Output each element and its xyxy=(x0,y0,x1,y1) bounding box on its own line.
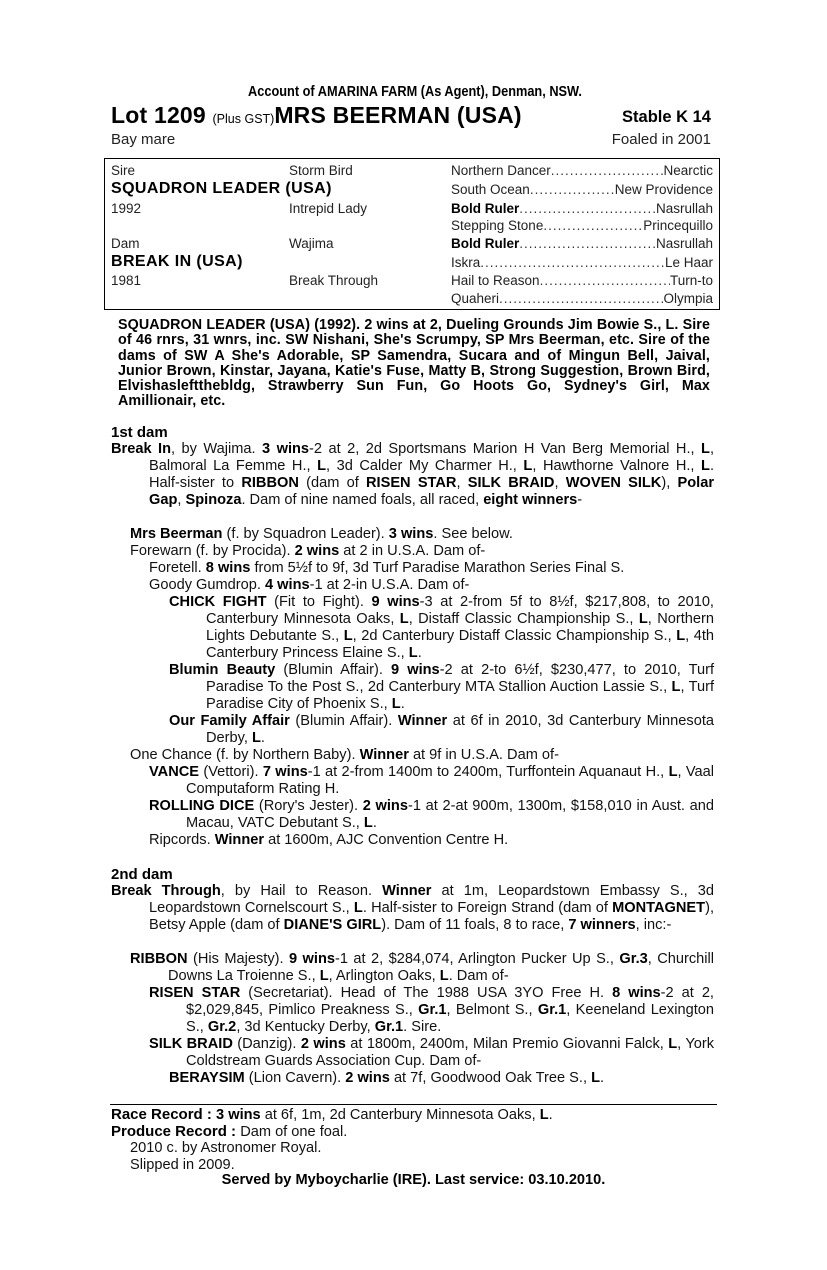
bold-text: 2 wins xyxy=(345,1070,390,1086)
bold-text: Our Family Affair xyxy=(169,713,290,729)
text: at 1600m, AJC Convention Centre H. xyxy=(264,832,509,848)
leader-dots xyxy=(519,236,656,251)
text: ). Dam of 11 foals, 8 to race, xyxy=(381,917,569,933)
bold-text: Winner xyxy=(359,747,409,763)
pedigree-entry xyxy=(169,662,714,713)
bold-text: BERAYSIM xyxy=(169,1070,245,1086)
text: , Vaal Computaform Rating H. xyxy=(186,764,714,797)
bold-text: RISEN STAR xyxy=(149,985,241,1001)
horse-subline xyxy=(111,131,711,148)
text: . Dam of- xyxy=(448,968,509,984)
text: -2 at 2, 2d Sportsmans Marion H Van Berg Memorial H., xyxy=(309,441,702,457)
sire-summary: SQUADRON LEADER (USA) (1992). 2 wins at 2, Dueling Grounds Jim Bowie S., L. Sire of 46 rnrs, 31 wnrs, inc. SW Nishani, She's Scrumpy, SP Mrs Beerman, etc. Sire of the dams of SW A She's Adorable, SP Samendra, Sucara and of Mingun Bell, Jaival, Junior Brown, Kinstar, Jayana, Katie's Fuse, Matty B, Strong Suggestion, Brown Bird, Elvishasleftthebldg, Strawberry Sun Fun, Go Hoots Go, Sydney's Girl, Max Amillionair, etc. xyxy=(118,317,710,410)
sire-name: SQUADRON LEADER (USA) xyxy=(111,180,332,197)
text: , by Hail to Reason. xyxy=(220,883,383,899)
produce-line: Slipped in 2009. xyxy=(130,1157,235,1173)
pedigree-entry xyxy=(130,543,720,560)
text: - xyxy=(577,492,583,508)
bold-text: L xyxy=(363,815,373,831)
text: . Sire. xyxy=(403,1019,442,1035)
divider-rule xyxy=(110,1104,717,1105)
bold-text: Gr.3 xyxy=(619,951,648,967)
text: (Fit to Fight). xyxy=(266,594,372,610)
bold-text: L xyxy=(671,679,681,695)
leader-dots xyxy=(519,201,656,216)
ancestor-right: Turn-to xyxy=(669,273,713,288)
pedigree-entry xyxy=(149,577,720,594)
text: One Chance (f. by Northern Baby). xyxy=(130,747,360,763)
second-dam-heading: 2nd dam xyxy=(111,866,173,883)
pedigree-entry xyxy=(130,951,714,985)
bold-text: L xyxy=(439,968,449,984)
text: , 4th Canterbury Princess Elaine S., xyxy=(206,628,714,661)
bold-text: RIBBON xyxy=(241,475,299,491)
dam-year: 1981 xyxy=(111,273,142,288)
text: (Blumin Affair). xyxy=(289,713,398,729)
ancestor-left: Bold Ruler xyxy=(451,236,520,251)
text: , by Wajima. xyxy=(171,441,263,457)
text: . See below. xyxy=(433,526,513,542)
text: (Rory's Jester). xyxy=(254,798,363,814)
ancestor-right: Olympia xyxy=(663,291,713,306)
third-gen-row xyxy=(451,273,713,288)
race-record-end: . xyxy=(548,1107,553,1123)
pedigree-entry xyxy=(130,747,720,764)
produce-record-label: Produce Record : xyxy=(111,1123,241,1140)
bold-text: DIANE'S GIRL xyxy=(283,917,382,933)
text: at 7f, Goodwood Oak Tree S., xyxy=(389,1070,592,1086)
text: , Churchill Downs La Troienne S., xyxy=(168,951,715,984)
leader-dots xyxy=(551,163,664,178)
third-gen-row xyxy=(451,291,713,306)
text: (Danzig). xyxy=(232,1036,301,1052)
bold-text: SILK BRAID xyxy=(149,1036,233,1052)
lot-number: Lot 1209 xyxy=(111,102,206,128)
sire-dam: Intrepid Lady xyxy=(289,201,368,216)
bold-text: RISEN STAR xyxy=(366,475,457,491)
text: Goody Gumdrop. xyxy=(149,577,265,593)
leader-dots xyxy=(480,255,665,270)
text: (dam of xyxy=(298,475,366,491)
bold-text: WOVEN SILK xyxy=(565,475,662,491)
third-gen-row xyxy=(451,218,713,233)
bold-text: 8 wins xyxy=(612,985,661,1001)
third-gen-row xyxy=(451,201,713,216)
text: ), Betsy Apple (dam of xyxy=(149,900,715,933)
text: . Half-sister to Foreign Strand (dam of xyxy=(362,900,613,916)
text: . xyxy=(372,815,377,831)
pedigree-entry xyxy=(149,764,714,798)
stable-location: Stable K 14 xyxy=(622,108,711,126)
pedigree-entry xyxy=(149,832,720,849)
bold-text: L xyxy=(701,441,710,457)
bold-text: Winner xyxy=(397,713,448,729)
service-note: Served by Myboycharlie (IRE). Last service: 03.10.2010. xyxy=(221,1172,606,1188)
sire-sire: Storm Bird xyxy=(289,163,353,178)
text: , Belmont S., xyxy=(446,1002,538,1018)
bold-text: 2 wins xyxy=(362,798,408,814)
text: (f. by Squadron Leader). xyxy=(222,526,389,542)
text: Ripcords. xyxy=(149,832,215,848)
bold-text: L xyxy=(523,458,533,474)
bold-text: 4 wins xyxy=(265,577,310,593)
leader-dots xyxy=(530,182,615,197)
text: (His Majesty). xyxy=(187,951,289,967)
produce-record-text: Dam of one foal. xyxy=(240,1124,348,1140)
produce-record xyxy=(111,1123,721,1141)
bold-text: Gr.1 xyxy=(537,1002,567,1018)
sire-label: Sire xyxy=(111,163,136,178)
ancestor-left: Northern Dancer xyxy=(451,163,551,178)
dam-dam: Break Through xyxy=(289,273,379,288)
text: at 1m, Leopardstown Embassy S., 3d Leopardstown Cornelscourt S., xyxy=(149,883,714,916)
text: , York Coldstream Guards Association Cup. Dam of- xyxy=(186,1036,715,1069)
text: at 2 in U.S.A. Dam of- xyxy=(339,543,486,559)
bold-text: L xyxy=(408,645,418,661)
text: , Northern Lights Debutante S., xyxy=(206,611,715,644)
pedigree-entry xyxy=(149,560,720,577)
bold-text: L xyxy=(251,730,261,746)
text: . Half-sister to xyxy=(149,458,714,491)
pedigree-entry xyxy=(169,594,714,662)
bold-text: Mrs Beerman xyxy=(130,526,223,542)
produce-line: 2010 c. by Astronomer Royal. xyxy=(130,1140,322,1156)
race-record-text: at 6f, 1m, 2d Canterbury Minnesota Oaks, xyxy=(260,1107,540,1123)
text: , 3d Calder My Charmer H., xyxy=(326,458,524,474)
text: at 9f in U.S.A. Dam of- xyxy=(408,747,559,763)
bold-text: SILK BRAID xyxy=(467,475,555,491)
text: , Keeneland Lexington S., xyxy=(186,1002,714,1035)
bold-text: Winner xyxy=(382,883,432,899)
bold-text: 7 winners xyxy=(568,917,636,933)
horse-description: Bay mare xyxy=(111,131,176,148)
bold-text: Gr.1 xyxy=(418,1002,447,1018)
bold-text: Break Through xyxy=(111,883,221,899)
text: , 2d Canterbury Distaff Classic Championship S., xyxy=(352,628,677,644)
race-record-listed: L xyxy=(539,1107,549,1123)
third-gen-row xyxy=(451,163,713,178)
text: (Blumin Affair). xyxy=(275,662,391,678)
lot-title-line xyxy=(111,102,721,132)
bold-text: ROLLING DICE xyxy=(149,798,255,814)
gst-note: (Plus GST) xyxy=(212,112,275,126)
text: , Balmoral La Femme H., xyxy=(149,441,715,474)
foaled-year: Foaled in 2001 xyxy=(611,131,711,148)
text: (Vettori). xyxy=(199,764,263,780)
bold-text: Break In xyxy=(111,441,171,457)
bold-text: 9 wins xyxy=(391,662,440,678)
ancestor-right: Nasrullah xyxy=(655,201,713,216)
ancestor-left: Hail to Reason xyxy=(451,273,540,288)
bold-text: Gr.2 xyxy=(207,1019,237,1035)
pedigree-entry xyxy=(111,441,714,509)
ancestor-right: Le Haar xyxy=(664,255,713,270)
third-gen-row xyxy=(451,236,713,251)
bold-text: L xyxy=(353,900,363,916)
consignor-line: Account of AMARINA FARM (As Agent), Denman, NSW. xyxy=(248,84,582,100)
bold-text: L xyxy=(676,628,686,644)
bold-text: L xyxy=(343,628,353,644)
pedigree-entry xyxy=(169,1070,714,1087)
text: , xyxy=(456,475,468,491)
text: , xyxy=(177,492,186,508)
bold-text: 9 wins xyxy=(371,594,420,610)
bold-text: 9 wins xyxy=(289,951,335,967)
text: -1 at 2, $284,074, Arlington Pucker Up S., xyxy=(334,951,620,967)
ancestor-left: Stepping Stone xyxy=(451,218,544,233)
ancestor-left: South Ocean xyxy=(451,182,530,197)
text: (Lion Cavern). xyxy=(244,1070,346,1086)
dam-label: Dam xyxy=(111,236,140,251)
ancestor-right: Nearctic xyxy=(663,163,713,178)
text: -2 at 2-to 6½f, $230,477, to 2010, Turf Paradise To the Post S., 2d Canterbury MTA Stallion Auction Lassie S., xyxy=(206,662,715,695)
bold-text: L xyxy=(668,1036,678,1052)
dam-sire: Wajima xyxy=(289,236,334,251)
bold-text: Blumin Beauty xyxy=(169,662,276,678)
bold-text: 3 wins xyxy=(388,526,434,542)
bold-text: 7 wins xyxy=(262,764,308,780)
leader-dots xyxy=(540,273,670,288)
race-record-wins: 3 wins xyxy=(216,1107,261,1123)
pedigree-entry xyxy=(111,883,714,934)
pedigree-entry xyxy=(149,798,714,832)
bold-text: Spinoza xyxy=(185,492,242,508)
bold-text: 2 wins xyxy=(294,543,340,559)
lot-heading xyxy=(111,102,522,129)
bold-text: 8 wins xyxy=(205,560,251,576)
bold-text: VANCE xyxy=(149,764,200,780)
text: . Dam of nine named foals, all raced, xyxy=(241,492,484,508)
bold-text: MONTAGNET xyxy=(612,900,706,916)
text: -2 at 2, $2,029,845, Pimlico Preakness S., xyxy=(186,985,714,1018)
third-gen-row xyxy=(451,255,713,270)
text: (Secretariat). Head of The 1988 USA 3YO Free H. xyxy=(240,985,613,1001)
first-dam-heading: 1st dam xyxy=(111,424,168,441)
text: at 1800m, 2400m, Milan Premio Giovanni Falck, xyxy=(345,1036,669,1052)
ancestor-right: New Providence xyxy=(614,182,713,197)
pedigree-table xyxy=(104,158,720,310)
pedigree-entry xyxy=(169,713,714,747)
ancestor-right: Nasrullah xyxy=(655,236,713,251)
text: . xyxy=(260,730,265,746)
third-gen-row xyxy=(451,182,713,197)
bold-text: Winner xyxy=(214,832,265,848)
text: . xyxy=(417,645,422,661)
bold-text: 3 wins xyxy=(262,441,310,457)
bold-text: L xyxy=(391,696,401,712)
text: ), xyxy=(661,475,678,491)
ancestor-left: Quaheri xyxy=(451,291,500,306)
bold-text: 2 wins xyxy=(300,1036,346,1052)
pedigree-entry xyxy=(149,985,714,1036)
bold-text: L xyxy=(701,458,710,474)
text: Foretell. xyxy=(149,560,206,576)
text: at 6f in 2010, 3d Canterbury Minnesota Derby, xyxy=(206,713,714,746)
text: , Turf Paradise City of Phoenix S., xyxy=(206,679,715,712)
text: , xyxy=(554,475,566,491)
text: from 5½f to 9f, 3d Turf Paradise Marathon Series Final S. xyxy=(250,560,625,576)
bold-text: L xyxy=(638,611,648,627)
dam-name: BREAK IN (USA) xyxy=(111,253,243,270)
text: , 3d Kentucky Derby, xyxy=(236,1019,375,1035)
bold-text: Gr.1 xyxy=(374,1019,404,1035)
ancestor-right: Princequillo xyxy=(643,218,713,233)
sire-year: 1992 xyxy=(111,201,142,216)
pedigree-entry xyxy=(130,526,720,543)
leader-dots xyxy=(499,291,663,306)
bold-text: L xyxy=(591,1070,600,1086)
text: , Distaff Classic Championship S., xyxy=(408,611,639,627)
pedigree-entry xyxy=(149,1036,714,1070)
text: , inc:- xyxy=(635,917,672,933)
text: . xyxy=(400,696,405,712)
text: , Arlington Oaks, xyxy=(328,968,440,984)
leader-dots xyxy=(543,218,643,233)
ancestor-left: Iskra xyxy=(451,255,481,270)
race-record xyxy=(111,1106,721,1124)
bold-text: L xyxy=(317,458,327,474)
ancestor-left: Bold Ruler xyxy=(451,201,520,216)
text: . xyxy=(600,1070,605,1086)
bold-text: eight winners xyxy=(483,492,578,508)
text: Forewarn (f. by Procida). xyxy=(130,543,295,559)
text: , Hawthorne Valnore H., xyxy=(532,458,702,474)
bold-text: L xyxy=(319,968,329,984)
horse-name: MRS BEERMAN (USA) xyxy=(274,102,522,128)
text: -1 at 2-from 1400m to 2400m, Turffontein Aquanaut H., xyxy=(307,764,669,780)
bold-text: RIBBON xyxy=(130,951,188,967)
text: -3 at 2-from 5f to 8½f, $217,808, to 2010, Canterbury Minnesota Oaks, xyxy=(206,594,714,627)
bold-text: CHICK FIGHT xyxy=(169,594,267,610)
bold-text: Polar Gap xyxy=(149,475,714,508)
race-record-label: Race Record : xyxy=(111,1106,217,1123)
text: -1 at 2-in U.S.A. Dam of- xyxy=(309,577,470,593)
bold-text: L xyxy=(399,611,409,627)
bold-text: L xyxy=(668,764,678,780)
text: -1 at 2-at 900m, 1300m, $158,010 in Aust. and Macau, VATC Debutant S., xyxy=(186,798,715,831)
